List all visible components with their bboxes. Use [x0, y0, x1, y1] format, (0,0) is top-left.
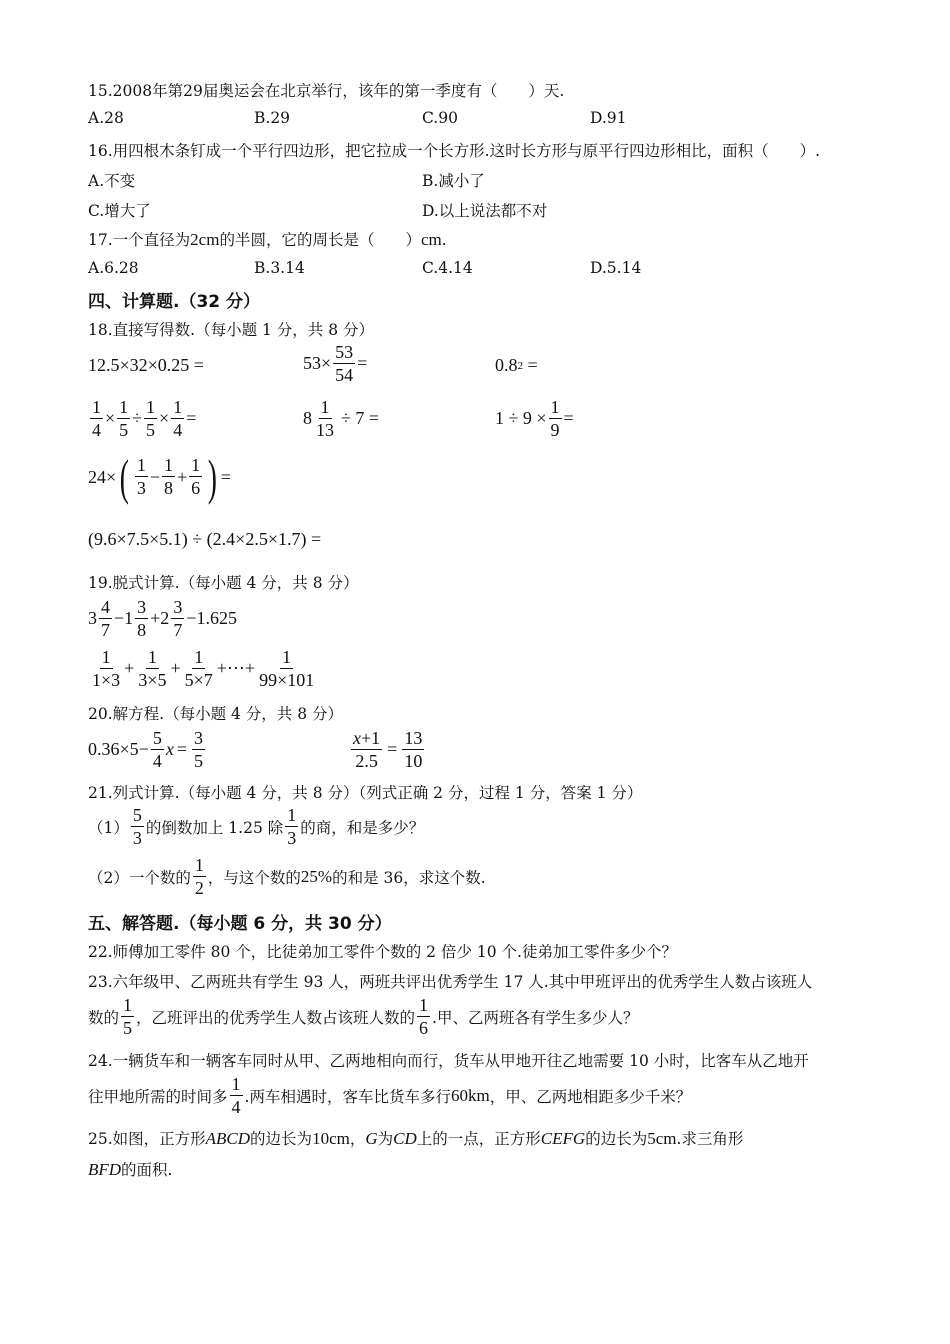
fraction: $\frac{53}{54}$ [335, 342, 354, 385]
q18-expr-1: 12.5×32×0.25 = [88, 355, 204, 375]
q18-expr-7: 24× ( 1 3 − $\frac{1}{8}$ + $\frac{1}{6}$ ) = [88, 449, 231, 505]
q19-expr-b: 1 1×3 + $\frac{1}{3\times 5}$ + $\frac{1}{5\times 7}$ +⋯+ $\frac{1}{99\times 101}$ [92, 647, 315, 690]
q21-part-2: （2）一个数的 1 2 ，与这个数的 25% 的和是 36，求这个数. [88, 855, 486, 898]
q23-line-2: 数的 1 5 ，乙班评出的优秀学生人数占该班人数的 1 6 .甲、乙两班各有学生多少人？ [88, 995, 639, 1038]
q15-option-c: C.90 [422, 109, 458, 127]
q17-stem: 17.一个直径为2cm的半圆，它的周长是（ ）cm. [88, 230, 447, 249]
q18-expr-6: 1 ÷ 9 × $\frac{1}{9}$ = [495, 397, 574, 440]
q21-stem: 21.列式计算.（每小题 4 分，共 8 分）（列式正确 2 分，过程 1 分，答案 1 分） [88, 784, 643, 802]
q23-line-1: 23.六年级甲、乙两班共有学生 93 人，两班共评出优秀学生 17 人.其中甲班评出的优秀学生人数占该班人 [88, 973, 813, 991]
q18-expr-8: (9.6×7.5×5.1) ÷ (2.4×2.5×1.7) = [88, 529, 322, 549]
q16-option-d: D.以上说法都不对 [422, 202, 548, 220]
q22-stem: 22.师傅加工零件 80 个，比徒弟加工零件个数的 2 倍少 10 个.徒弟加工零件多少个？ [88, 943, 677, 961]
section-4-heading: 四、计算题.（32 分） [88, 292, 261, 312]
q17-option-b: B.3.14 [254, 259, 305, 277]
q21-part-1: （1） 5 3 的倒数加上 1.25 除 1 3 的商，和是多少？ [88, 805, 425, 848]
q19-stem: 19.脱式计算.（每小题 4 分，共 8 分） [88, 574, 359, 592]
q20-stem: 20.解方程.（每小题 4 分，共 8 分） [88, 705, 344, 723]
q15-option-d: D.91 [590, 109, 627, 127]
q18-stem: 18.直接写得数.（每小题 1 分，共 8 分） [88, 321, 375, 339]
q18-expr-3: 0.8 2 = [495, 355, 538, 375]
q20-equation-b: $\frac{x+1}{2.5}$ = $\frac{13}{10}$ [353, 728, 423, 771]
q18-expr-5: 8 $\frac{1}{13}$ ÷ 7 = [303, 397, 380, 440]
q19-expr-a: 3 4 7 −1 3 8 +2 3 7 −1.625 [88, 597, 237, 640]
q24-line-2: 往甲地所需的时间多 1 4 .两车相遇时，客车比货车多行 60km ，甲、乙两地相距多少千米？ [88, 1074, 692, 1117]
q25-line-2: BFD的面积. [88, 1160, 173, 1179]
q15-option-a: A.28 [88, 109, 124, 127]
q15-stem: 15.2008年第29届奥运会在北京举行，该年的第一季度有（ ）天. [88, 82, 565, 100]
q17-option-a: A.6.28 [88, 259, 139, 277]
q16-option-c: C.增大了 [88, 202, 151, 220]
q20-equation-a: 0.36×5− $\frac{5}{4}$ x = $\frac{3}{5}$ [88, 728, 203, 771]
q16-option-a: A.不变 [88, 172, 136, 190]
q25-line-1: 25.如图，正方形ABCD的边长为10cm，G为CD上的一点，正方形CEFG的边长为5cm.求三角形 [88, 1129, 744, 1148]
section-5-heading: 五、解答题.（每小题 6 分，共 30 分） [88, 914, 392, 934]
q18-expr-2: 53× $\frac{53}{54}$ = [303, 342, 368, 385]
q24-line-1: 24.一辆货车和一辆客车同时从甲、乙两地相向而行，货车从甲地开往乙地需要 10 小时，比客车从乙地开 [88, 1052, 809, 1070]
q17-option-c: C.4.14 [422, 259, 473, 277]
q17-option-d: D.5.14 [590, 259, 642, 277]
q16-option-b: B.减小了 [422, 172, 485, 190]
q15-option-b: B.29 [254, 109, 291, 127]
q18-expr-4: $\frac{1}{4}$ × $\frac{1}{5}$ ÷ $\frac{1}{5}$ × $\frac{1}{4}$ = [92, 397, 197, 440]
q16-stem: 16.用四根木条钉成一个平行四边形，把它拉成一个长方形.这时长方形与原平行四边形相比，面积（ ）. [88, 142, 821, 160]
